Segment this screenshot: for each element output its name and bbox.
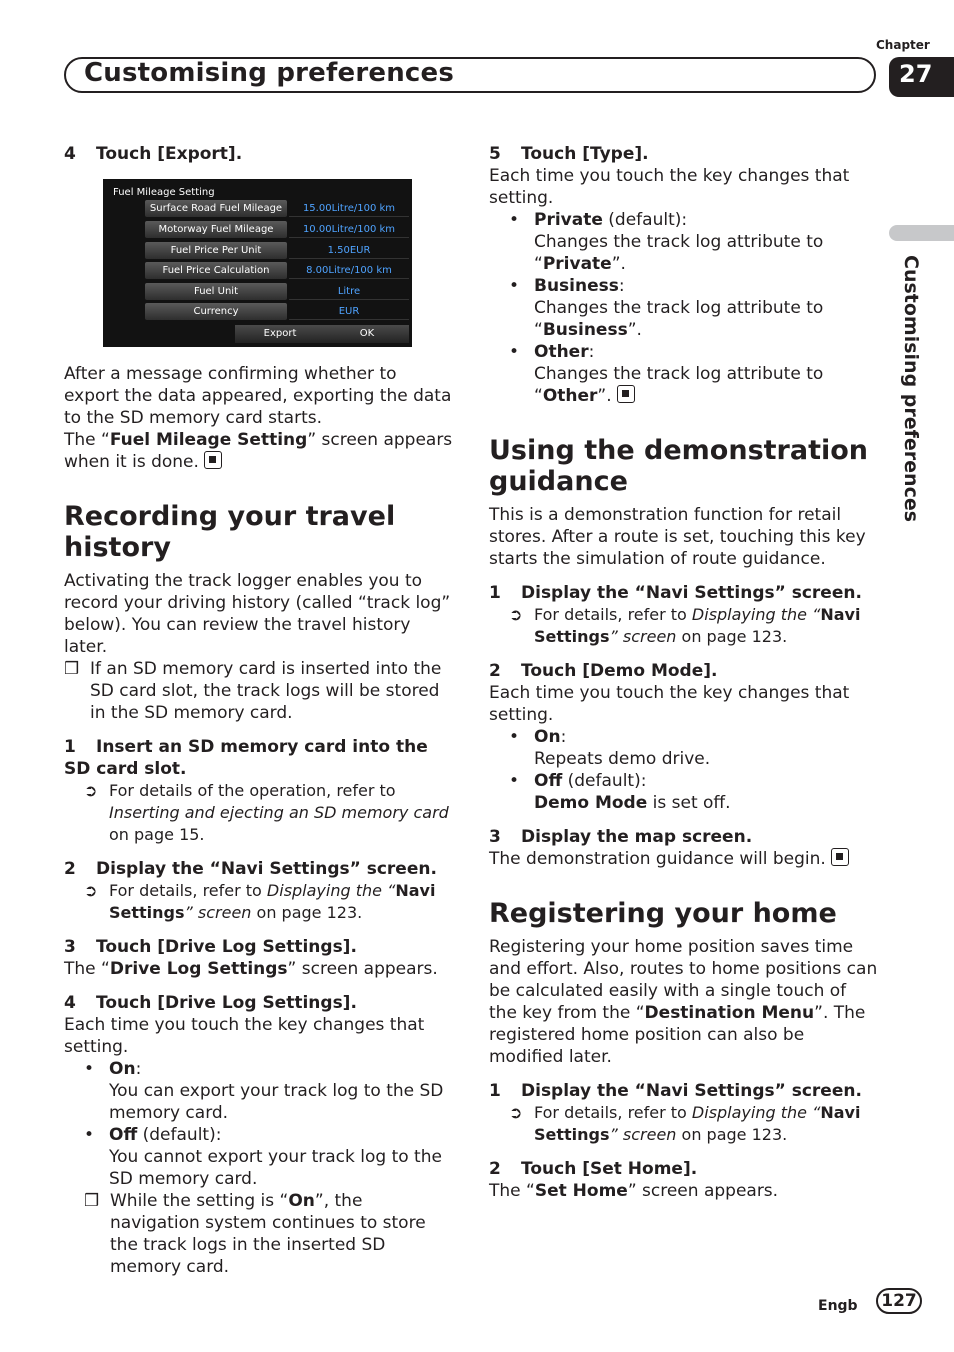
reference bbox=[489, 1102, 879, 1146]
option-desc: You cannot export your track log to the SD memory card. bbox=[109, 1147, 442, 1189]
step-number: 1 bbox=[489, 1081, 501, 1101]
text: on page 123. bbox=[676, 1125, 788, 1144]
text: The demonstration guidance will begin. bbox=[489, 849, 826, 869]
screenshot-row bbox=[145, 221, 405, 239]
step-text: Insert an SD memory card into the SD card slot. bbox=[64, 737, 428, 779]
reference-arrow-icon: ➲ bbox=[509, 605, 523, 624]
step-number: 3 bbox=[489, 827, 501, 847]
reference-title-bold: Navi Settings bbox=[534, 1103, 861, 1144]
bullet-icon: • bbox=[509, 276, 520, 296]
ok-button: OK bbox=[325, 325, 409, 343]
export-done-paragraph bbox=[64, 429, 454, 473]
screenshot-row bbox=[145, 262, 405, 280]
option-desc bbox=[489, 231, 879, 275]
screenshot-row bbox=[145, 200, 405, 218]
text: on page 15. bbox=[109, 825, 205, 844]
option-value: Demo Mode bbox=[534, 793, 648, 813]
step-heading bbox=[64, 936, 454, 958]
step-text: Display the “Navi Settings” screen. bbox=[96, 859, 437, 879]
setting-value: 15.00Litre/100 km bbox=[289, 200, 409, 217]
option-value: Other bbox=[542, 386, 598, 406]
bullet-icon: • bbox=[509, 727, 520, 747]
option-label: On bbox=[109, 1059, 136, 1079]
reference-title: Displaying the “ bbox=[691, 1103, 821, 1122]
step-heading bbox=[64, 736, 454, 780]
option-label: On bbox=[288, 1191, 315, 1211]
reference bbox=[64, 880, 454, 924]
step-body bbox=[489, 848, 879, 870]
option-item bbox=[64, 1124, 454, 1146]
step-number: 4 bbox=[64, 993, 76, 1013]
text: While the setting is “ bbox=[110, 1191, 289, 1211]
screen-name: Set Home bbox=[534, 1181, 628, 1201]
option-desc bbox=[489, 792, 879, 814]
text: Registering your home position saves time and effort. Also, routes to home positions can be calculated easily with a single touch of the key from the “ bbox=[489, 937, 878, 1023]
end-mark-icon bbox=[617, 385, 635, 403]
note bbox=[84, 1190, 454, 1278]
text: ” screen appears. bbox=[287, 959, 438, 979]
option-desc: You can export your track log to the SD memory card. bbox=[109, 1081, 444, 1123]
step-body: Each time you touch the key changes that setting. bbox=[64, 1015, 425, 1057]
text: on page 123. bbox=[251, 903, 363, 922]
step-text: Display the “Navi Settings” screen. bbox=[521, 583, 862, 603]
text: Changes the track log attribute to “ bbox=[534, 364, 824, 406]
step-heading bbox=[489, 1158, 879, 1180]
option-item bbox=[489, 209, 879, 231]
bullet-icon: • bbox=[84, 1059, 95, 1079]
text: ”. bbox=[611, 254, 626, 274]
step-text: Display the “Navi Settings” screen. bbox=[521, 1081, 862, 1101]
step-heading bbox=[64, 858, 454, 880]
bullet-icon: • bbox=[84, 1125, 95, 1145]
step-text: Touch [Export]. bbox=[96, 144, 243, 164]
setting-value: EUR bbox=[289, 303, 409, 320]
step-text: Touch [Type]. bbox=[521, 144, 649, 164]
step-number: 5 bbox=[489, 144, 501, 164]
option-value: Private bbox=[542, 254, 612, 274]
option-item: • Business: bbox=[509, 276, 625, 296]
step-text: Display the map screen. bbox=[521, 827, 753, 847]
setting-value: 10.00Litre/100 km bbox=[289, 221, 409, 238]
text: ” screen appears. bbox=[627, 1181, 779, 1201]
setting-key: Surface Road Fuel Mileage bbox=[145, 200, 287, 217]
text: (default): bbox=[602, 210, 688, 230]
option-label: Off bbox=[109, 1125, 138, 1145]
side-tab-label: Customising preferences bbox=[900, 255, 922, 523]
reference-title: ” screen bbox=[184, 903, 252, 922]
reference-title: Displaying the “ bbox=[266, 881, 396, 900]
text: ”. bbox=[597, 386, 612, 406]
setting-key: Fuel Unit bbox=[145, 283, 287, 300]
option-label: Off bbox=[534, 771, 563, 791]
option-item: • Other: bbox=[509, 342, 595, 362]
step-text: Touch [Set Home]. bbox=[521, 1159, 698, 1179]
reference bbox=[64, 780, 454, 846]
text: on page 123. bbox=[676, 627, 788, 646]
screenshot-fuel-mileage bbox=[103, 179, 412, 347]
screen-name: Fuel Mileage Setting bbox=[109, 430, 308, 450]
side-tab-bar bbox=[889, 225, 954, 241]
chapter-number: 27 bbox=[889, 57, 954, 97]
setting-value: 1.50EUR bbox=[289, 242, 409, 259]
option-label: Other bbox=[534, 342, 589, 362]
text: ”, the navigation system continues to store the track logs in the inserted SD memory card. bbox=[110, 1191, 426, 1277]
chapter-label: Chapter bbox=[876, 38, 930, 52]
home-intro bbox=[489, 936, 879, 1068]
section-heading-demo: Using the demonstration guidance bbox=[489, 435, 869, 497]
section-heading-home: Registering your home bbox=[489, 898, 837, 929]
step-text: Touch [Drive Log Settings]. bbox=[96, 993, 357, 1013]
reference-title-bold: Navi Settings bbox=[109, 881, 436, 922]
text: For details, refer to bbox=[534, 1103, 692, 1122]
export-paragraph: After a message confirming whether to export the data appeared, exporting the data to the SD memory card starts. bbox=[64, 364, 452, 428]
screenshot-row bbox=[145, 283, 405, 301]
text: Changes the track log attribute to “ bbox=[534, 232, 824, 274]
step-body bbox=[489, 1180, 879, 1202]
demo-intro: This is a demonstration function for retail stores. After a route is set, touching this key starts the simulation of route guidance. bbox=[489, 505, 866, 569]
text: For details, refer to bbox=[534, 605, 692, 624]
step-number: 3 bbox=[64, 937, 76, 957]
reference-arrow-icon: ➲ bbox=[509, 1103, 523, 1122]
option-value: Business bbox=[542, 320, 628, 340]
text: (default): bbox=[562, 771, 647, 791]
left-column bbox=[64, 143, 454, 1278]
setting-key: Currency bbox=[145, 303, 287, 320]
export-button: Export bbox=[235, 325, 325, 343]
setting-value: Litre bbox=[289, 283, 409, 300]
option-label: On bbox=[534, 727, 561, 747]
page-title: Customising preferences bbox=[84, 58, 455, 88]
recording-intro: Activating the track logger enables you to record your driving history (called “track log” below). You can review the travel history later. bbox=[64, 571, 451, 657]
option-label: Private bbox=[534, 210, 603, 230]
text: The “ bbox=[64, 430, 110, 450]
step-body bbox=[64, 958, 454, 980]
page-number: 127 bbox=[876, 1288, 922, 1314]
language-label: Engb bbox=[818, 1298, 858, 1314]
text: is set off. bbox=[647, 793, 731, 813]
end-mark-icon bbox=[204, 451, 222, 469]
step-text: Touch [Drive Log Settings]. bbox=[96, 937, 357, 957]
step-heading bbox=[489, 660, 879, 682]
text: For details, refer to bbox=[109, 881, 267, 900]
text: The “ bbox=[64, 959, 110, 979]
step-heading bbox=[489, 1080, 879, 1102]
screenshot-title: Fuel Mileage Setting bbox=[113, 187, 215, 198]
text: ” screen appears when it is done. bbox=[64, 430, 453, 472]
step-text: Touch [Demo Mode]. bbox=[521, 661, 718, 681]
text: The “ bbox=[489, 1181, 535, 1201]
reference-title: Inserting and ejecting an SD memory card bbox=[109, 803, 449, 822]
setting-key: Fuel Price Calculation bbox=[145, 262, 287, 279]
bullet-icon: • bbox=[509, 210, 520, 230]
step-number: 4 bbox=[64, 144, 76, 164]
option-label: Business bbox=[534, 276, 619, 296]
step-number: 1 bbox=[489, 583, 501, 603]
reference-title: ” screen bbox=[609, 1125, 677, 1144]
bullet-icon: • bbox=[509, 342, 520, 362]
option-item: • On: bbox=[84, 1059, 142, 1079]
end-mark-icon bbox=[831, 848, 849, 866]
note-text: If an SD memory card is inserted into the SD card slot, the track logs will be stored in the SD memory card. bbox=[90, 659, 442, 723]
option-item bbox=[489, 770, 879, 792]
note-box-icon: ❒ bbox=[84, 1191, 100, 1211]
note-box-icon: ❒ bbox=[64, 659, 80, 679]
reference bbox=[489, 604, 879, 648]
text: ”. bbox=[627, 320, 642, 340]
option-desc: Repeats demo drive. bbox=[534, 749, 711, 769]
step-heading bbox=[489, 826, 879, 848]
note bbox=[64, 658, 454, 724]
reference-title: Displaying the “ bbox=[691, 605, 821, 624]
text: Changes the track log attribute to “ bbox=[534, 298, 824, 340]
reference-arrow-icon: ➲ bbox=[84, 881, 98, 900]
reference-title: ” screen bbox=[609, 627, 677, 646]
reference-arrow-icon: ➲ bbox=[84, 781, 98, 800]
screen-name: Drive Log Settings bbox=[109, 959, 288, 979]
step-heading bbox=[489, 143, 879, 165]
screenshot-row bbox=[145, 303, 405, 321]
text: ”. The registered home position can also be modified later. bbox=[489, 1003, 866, 1067]
text: (default): bbox=[137, 1125, 222, 1145]
reference-title-bold: Navi Settings bbox=[534, 605, 861, 646]
step-heading bbox=[489, 582, 879, 604]
step-number: 2 bbox=[489, 661, 501, 681]
screenshot-row bbox=[145, 242, 405, 260]
section-heading-recording: Recording your travel history bbox=[64, 501, 396, 563]
step-number: 2 bbox=[489, 1159, 501, 1179]
setting-value: 8.00Litre/100 km bbox=[289, 262, 409, 279]
step-number: 2 bbox=[64, 859, 76, 879]
option-item: • On: bbox=[509, 727, 567, 747]
step-heading bbox=[64, 992, 454, 1014]
bullet-icon: • bbox=[509, 771, 520, 791]
setting-key: Fuel Price Per Unit bbox=[145, 242, 287, 259]
step-body: Each time you touch the key changes that setting. bbox=[489, 683, 850, 725]
text: For details of the operation, refer to bbox=[109, 781, 396, 800]
step-number: 1 bbox=[64, 737, 76, 757]
menu-name: Destination Menu bbox=[644, 1003, 815, 1023]
step-body: Each time you touch the key changes that setting. bbox=[489, 166, 850, 208]
right-column bbox=[489, 143, 879, 1202]
setting-key: Motorway Fuel Mileage bbox=[145, 221, 287, 238]
option-desc bbox=[489, 363, 879, 407]
option-desc bbox=[489, 297, 879, 341]
step-heading bbox=[64, 143, 454, 165]
